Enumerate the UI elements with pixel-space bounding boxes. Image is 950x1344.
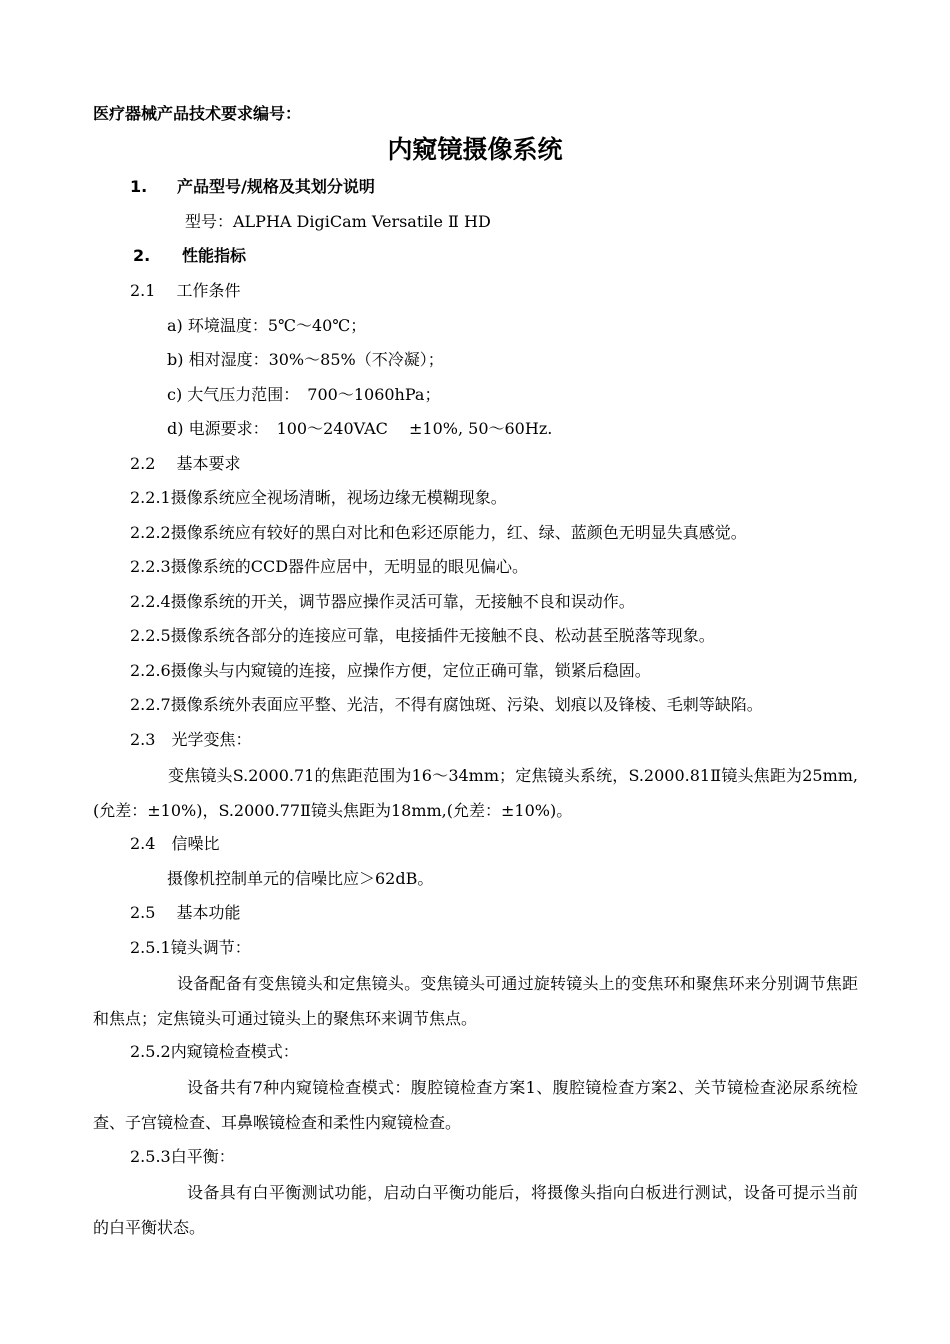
condition-item: c) 大气压力范围： 700～1060hPa；	[167, 385, 441, 404]
lens-adjust-paragraph: 设备配备有变焦镜头和定焦镜头。变焦镜头可通过旋转镜头上的变焦环和聚焦环来分别调节焦距和焦点；定焦镜头可通过镜头上的聚焦环来调节焦点。	[93, 974, 858, 1028]
white-balance-paragraph: 设备具有白平衡测试功能，启动白平衡功能后，将摄像头指向白板进行测试，设备可提示当前的白平衡状态。	[93, 1183, 858, 1237]
snr-paragraph: 摄像机控制单元的信噪比应＞62dB。	[167, 869, 434, 888]
requirement-item: 2.2.3摄像系统的CCD器件应居中，无明显的眼见偏心。	[130, 557, 529, 576]
requirement-item: 2.2.4摄像系统的开关，调节器应操作灵活可靠，无接触不良和误动作。	[130, 592, 635, 611]
requirement-item: 2.2.5摄像系统各部分的连接应可靠，电接插件无接触不良、松动甚至脱落等现象。	[130, 626, 715, 645]
optical-zoom-paragraph: 变焦镜头S.2000.71的焦距范围为16～34mm；定焦镜头系统，S.2000.81Ⅱ镜头焦距为25mm,(允差：±10%)，S.2000.77Ⅱ镜头焦距为18mm,(允差：±10%)。	[93, 766, 858, 820]
condition-item: b) 相对湿度：30%～85%（不冷凝）；	[167, 350, 444, 369]
section-2-heading: 性能指标	[182, 246, 247, 265]
requirement-item: 2.2.2摄像系统应有较好的黑白对比和色彩还原能力，红、绿、蓝颜色无明显失真感觉。	[130, 523, 747, 542]
model-line: 型号：ALPHA DigiCam Versatile Ⅱ HD	[185, 212, 491, 231]
section-2-2-heading: 2.2 基本要求	[130, 454, 241, 473]
section-2-5-heading: 2.5 基本功能	[130, 903, 241, 922]
condition-item: d) 电源要求： 100～240VAC ±10%, 50～60Hz.	[167, 419, 553, 438]
endoscopy-mode-paragraph: 设备共有7种内窥镜检查模式：腹腔镜检查方案1、腹腔镜检查方案2、关节镜检查泌尿系统检查、子宫镜检查、耳鼻喉镜检查和柔性内窥镜检查。	[93, 1078, 858, 1132]
section-2-4-heading: 2.4 信噪比	[130, 834, 220, 853]
section-1-heading: 产品型号/规格及其划分说明	[177, 177, 375, 196]
requirement-item: 2.2.1摄像系统应全视场清晰，视场边缘无模糊现象。	[130, 488, 507, 507]
section-2-1-heading: 2.1 工作条件	[130, 281, 241, 300]
section-2-5-2-heading: 2.5.2内窥镜检查模式：	[130, 1042, 299, 1061]
section-2-5-3-heading: 2.5.3白平衡：	[130, 1147, 235, 1166]
doc-number-label: 医疗器械产品技术要求编号：	[93, 104, 302, 123]
requirement-item: 2.2.6摄像头与内窥镜的连接，应操作方便，定位正确可靠，锁紧后稳固。	[130, 661, 651, 680]
section-2-number: 2.	[133, 246, 151, 265]
section-2-3-heading: 2.3 光学变焦：	[130, 730, 252, 749]
section-2-5-1-heading: 2.5.1镜头调节：	[130, 938, 251, 957]
document-title: 内窥镜摄像系统	[387, 135, 563, 164]
section-1-number: 1.	[130, 177, 148, 196]
requirement-item: 2.2.7摄像系统外表面应平整、光洁，不得有腐蚀斑、污染、划痕以及锋棱、毛刺等缺陷。	[130, 695, 763, 714]
condition-item: a) 环境温度：5℃～40℃；	[167, 316, 367, 335]
